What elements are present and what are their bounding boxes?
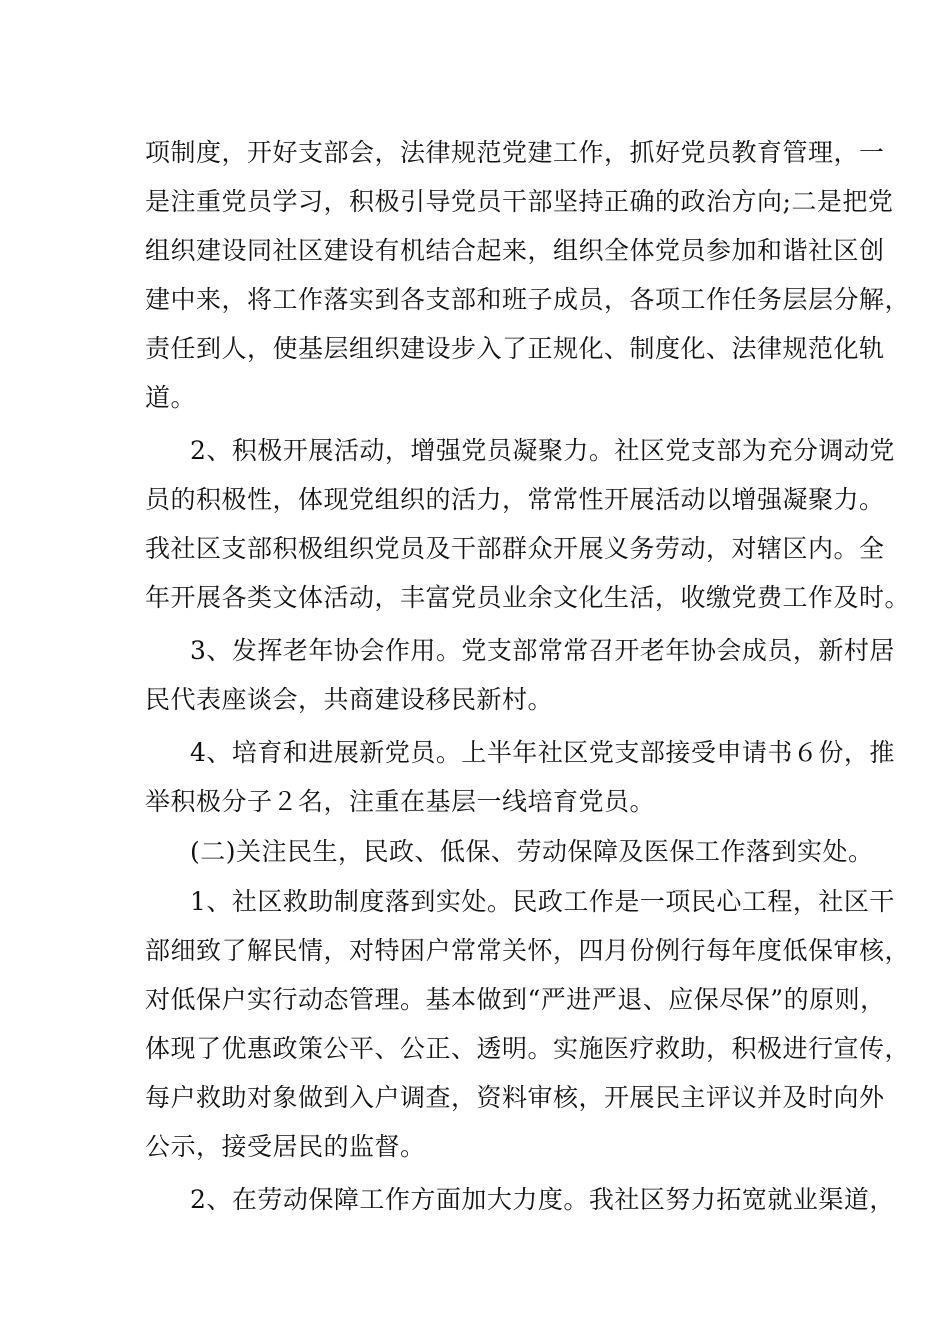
paragraph-first-line: 2、积极开展活动，增强党员凝聚力。社区党支部为充分调动党 <box>190 436 895 465</box>
text-line: 举积极分子２名，注重在基层一线培育党员。 <box>145 787 656 816</box>
text-line: 对低保户实行动态管理。基本做到“严进严退、应保尽保”的原则， <box>145 985 886 1014</box>
text-line: 民代表座谈会，共商建设移民新村。 <box>145 685 554 714</box>
paragraph-first-line: 2、在劳动保障工作方面加大力度。我社区努力拓宽就业渠道， <box>190 1185 895 1214</box>
text-line: 公示，接受居民的监督。 <box>145 1132 426 1161</box>
paragraph-first-line: 4、培育和进展新党员。上半年社区党支部接受申请书６份，推 <box>190 738 895 767</box>
text-line: 员的积极性，体现党组织的活力，常常性开展活动以增强凝聚力。 <box>145 485 885 514</box>
text-line: 我社区支部积极组织党员及干部群众开展义务劳动，对辖区内。全 <box>145 534 885 563</box>
text-line: 年开展各类文体活动，丰富党员业余文化生活，收缴党费工作及时。 <box>145 583 911 612</box>
text-line: 是注重党员学习，积极引导党员干部坚持正确的政治方向;二是把党 <box>145 187 894 216</box>
text-line: 建中来，将工作落实到各支部和班子成员，各项工作任务层层分解， <box>145 285 911 314</box>
text-line: 责任到人，使基层组织建设步入了正规化、制度化、法律规范化轨 <box>145 334 885 363</box>
text-line: 部细致了解民情，对特困户常常关怀，四月份例行每年度低保审核， <box>145 936 911 965</box>
text-line: 体现了优惠政策公平、公正、透明。实施医疗救助，积极进行宣传， <box>145 1034 911 1063</box>
paragraph-first-line: 3、发挥老年协会作用。党支部常常召开老年协会成员，新村居 <box>190 636 895 665</box>
text-line: 组织建设同社区建设有机结合起来，组织全体党员参加和谐社区创 <box>145 236 885 265</box>
text-line: 道。 <box>145 383 197 412</box>
text-line: 每户救助对象做到入户调查，资料审核，开展民主评议并及时向外 <box>145 1083 885 1112</box>
paragraph-first-line: 1、社区救助制度落到实处。民政工作是一项民心工程，社区干 <box>190 887 895 916</box>
text-line: 项制度，开好支部会，法律规范党建工作，抓好党员教育管理，一 <box>145 138 885 167</box>
section-heading: (二)关注民生，民政、低保、劳动保障及医保工作落到实处。 <box>190 837 874 866</box>
